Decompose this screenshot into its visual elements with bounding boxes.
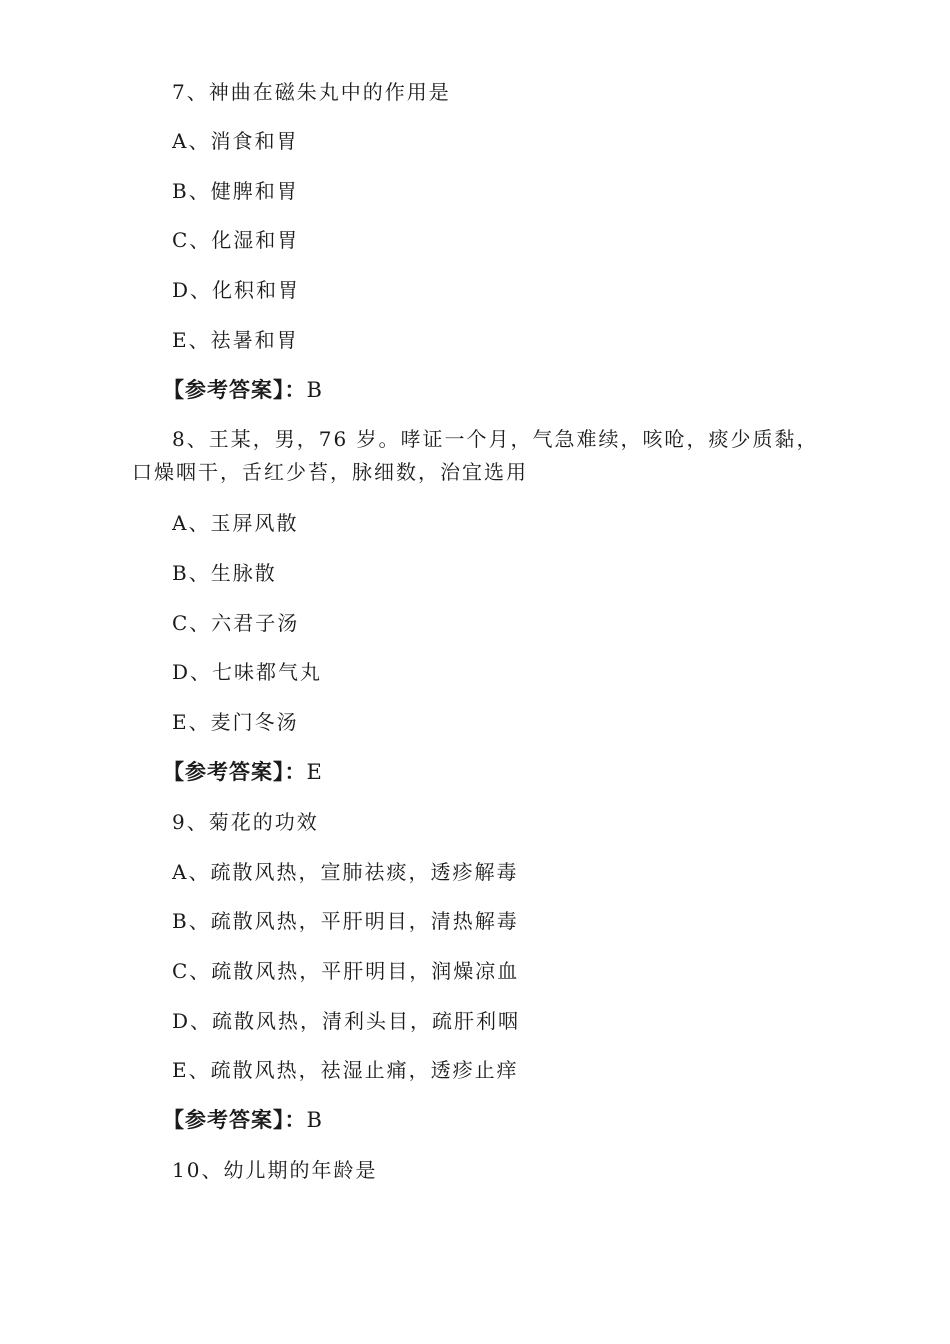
question-8-option-a: A、玉屏风散 (172, 511, 299, 535)
answer-label: 【参考答案】： (163, 1108, 307, 1132)
answer-value: B (306, 1108, 323, 1132)
question-9-option-e: E、疏散风热，祛湿止痛，透疹止痒 (172, 1058, 519, 1082)
question-10-stem: 10、幼儿期的年龄是 (172, 1158, 378, 1182)
question-9-option-c: C、疏散风热，平肝明目，润燥凉血 (172, 959, 520, 983)
question-8-answer (163, 760, 323, 784)
question-8-option-e: E、麦门冬汤 (172, 710, 299, 734)
question-9-stem: 9、菊花的功效 (172, 810, 319, 834)
question-8-option-b: B、生脉散 (172, 561, 277, 585)
question-9-option-b: B、疏散风热，平肝明目，清热解毒 (172, 909, 519, 933)
question-7-option-b: B、健脾和胃 (172, 179, 299, 203)
question-8-option-d: D、七味都气丸 (172, 660, 323, 684)
question-7-option-e: E、祛暑和胃 (172, 328, 299, 352)
question-7-option-c: C、化湿和胃 (172, 228, 300, 252)
question-7-answer (163, 378, 323, 402)
question-8-option-c: C、六君子汤 (172, 611, 300, 635)
question-9-option-a: A、疏散风热，宣肺祛痰，透疹解毒 (172, 860, 519, 884)
question-7-option-a: A、消食和胃 (172, 129, 299, 153)
answer-label: 【参考答案】： (163, 760, 307, 784)
question-9-option-d: D、疏散风热，清利头目，疏肝利咽 (172, 1009, 521, 1033)
answer-value: E (306, 760, 323, 784)
question-7-option-d: D、化积和胃 (172, 278, 301, 302)
question-7-stem: 7、神曲在磁朱丸中的作用是 (172, 80, 451, 104)
answer-value: B (306, 378, 323, 402)
answer-label: 【参考答案】： (163, 378, 307, 402)
question-9-answer (163, 1108, 323, 1132)
question-8-stem: 8、王某，男，76 岁。哮证一个月，气急难续，咳呛，痰少质黏，口燥咽干，舌红少苔，脉细数，治宜选用 (132, 427, 819, 484)
